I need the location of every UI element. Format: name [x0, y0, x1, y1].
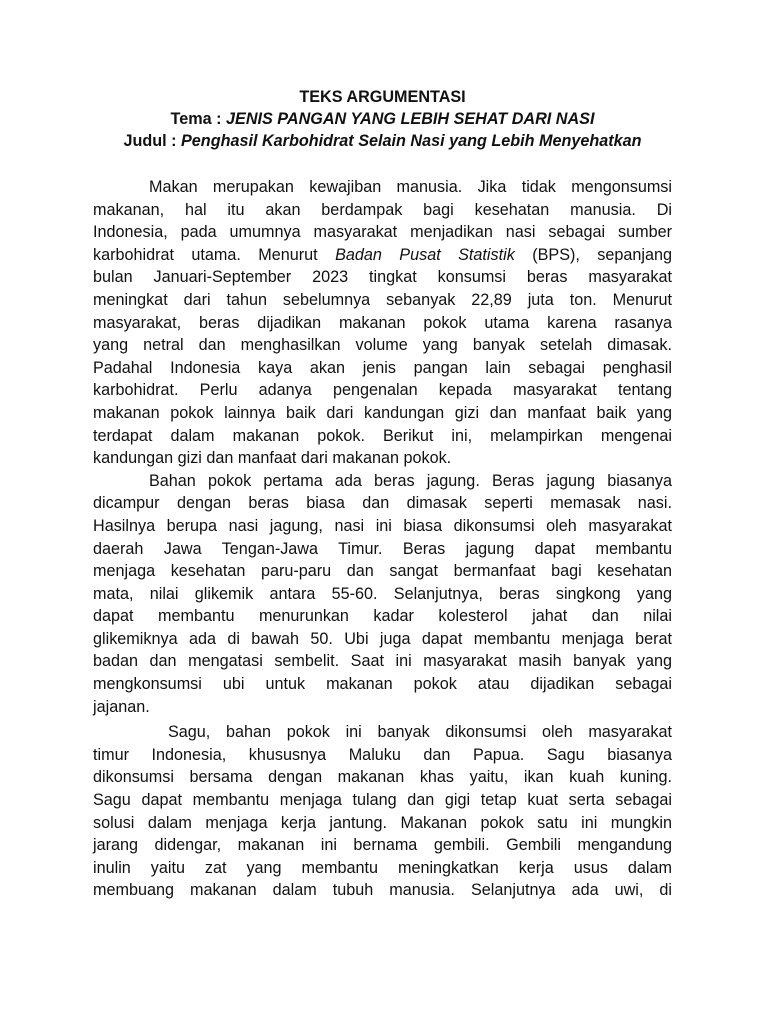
paragraph-line: dikonsumsi bersama dengan makanan khas yaitu, ikan kuah kuning. — [93, 768, 672, 787]
paragraph-line: Sagu dapat membantu menjaga tulang dan gigi tetap kuat serta sebagai — [93, 791, 672, 810]
judul-label: Judul : — [123, 132, 181, 150]
paragraph-line: Hasilnya berupa nasi jagung, nasi ini biasa dikonsumsi oleh masyarakat — [93, 516, 672, 535]
paragraph-line: glikemiknya ada di bawah 50. Ubi juga dapat membantu menjaga berat — [93, 629, 672, 648]
paragraph-line: mata, nilai glikemik antara 55-60. Selanjutnya, beras singkong yang — [93, 584, 672, 603]
document-page — [93, 86, 672, 902]
paragraph-line: karbohidrat. Perlu adanya pengenalan kepada masyarakat tentang — [93, 381, 672, 400]
bps-name: Badan Pusat Statistik — [335, 245, 515, 264]
title-line — [93, 130, 672, 152]
paragraph-line: mengkonsumsi ubi untuk makanan pokok atau dijadikan sebagai — [93, 675, 672, 694]
paragraph-line: masyarakat, beras dijadikan makanan pokok utama karena rasanya — [93, 313, 672, 332]
paragraph-line: inulin yaitu zat yang membantu meningkatkan kerja usus dalam — [93, 858, 672, 877]
paragraph-line: membuang makanan dalam tubuh manusia. Selanjutnya ada uwi, di — [93, 881, 672, 900]
document-title: TEKS ARGUMENTASI — [299, 88, 466, 106]
paragraph-line — [93, 244, 672, 267]
paragraph-line: makanan, hal itu akan berdampak bagi kesehatan manusia. Di — [93, 200, 672, 219]
paragraph-line: yang netral dan menghasilkan volume yang banyak setelah dimasak. — [93, 336, 672, 355]
document-header — [93, 86, 672, 152]
theme-line — [93, 108, 672, 130]
paragraph-2 — [93, 470, 672, 719]
line-segment: (BPS), sepanjang — [514, 245, 672, 264]
paragraph-1 — [93, 176, 672, 470]
paragraph-line: makanan pokok lainnya baik dari kandungan gizi dan manfaat baik yang — [93, 403, 672, 422]
paragraph-line: kandungan gizi dan manfaat dari makanan pokok. — [93, 449, 452, 468]
paragraph-line: menjaga kesehatan paru-paru dan sangat bermanfaat bagi kesehatan — [93, 562, 672, 581]
paragraph-line: jajanan. — [93, 697, 150, 716]
theme-value: JENIS PANGAN YANG LEBIH SEHAT DARI NASI — [226, 110, 595, 128]
paragraph-line: badan dan mengatasi sembelit. Saat ini masyarakat masih banyak yang — [93, 652, 672, 671]
line-segment: karbohidrat utama. Menurut — [93, 245, 336, 264]
paragraph-line: daerah Jawa Tengan-Jawa Timur. Beras jagung dapat membantu — [93, 539, 672, 558]
paragraph-line: terdapat dalam makanan pokok. Berikut ini, melampirkan mengenai — [93, 426, 672, 445]
paragraph-line: meningkat dari tahun sebelumnya sebanyak 22,89 juta ton. Menurut — [93, 290, 672, 309]
paragraph-line: Sagu, bahan pokok ini banyak dikonsumsi oleh masyarakat — [168, 723, 672, 742]
paragraph-line: bulan Januari-September 2023 tingkat konsumsi beras masyarakat — [93, 268, 672, 287]
paragraph-line: Indonesia, pada umumnya masyarakat menjadikan nasi sebagai sumber — [93, 223, 672, 242]
paragraph-line: Makan merupakan kewajiban manusia. Jika tidak mengonsumsi — [149, 178, 672, 196]
paragraph-line: Bahan pokok pertama ada beras jagung. Beras jagung biasanya — [149, 471, 672, 490]
paragraph-line: solusi dalam menjaga kerja jantung. Makanan pokok satu ini mungkin — [93, 813, 672, 832]
judul-value: Penghasil Karbohidrat Selain Nasi yang Lebih Menyehatkan — [181, 132, 642, 150]
paragraph-line: Padahal Indonesia kaya akan jenis pangan lain sebagai penghasil — [93, 358, 672, 377]
paragraph-line: timur Indonesia, khususnya Maluku dan Papua. Sagu biasanya — [93, 745, 672, 764]
paragraph-line: dapat membantu menurunkan kadar kolesterol jahat dan nilai — [93, 607, 672, 626]
paragraph-line: dicampur dengan beras biasa dan dimasak seperti memasak nasi. — [93, 494, 672, 513]
paragraph-3 — [93, 721, 672, 902]
theme-label: Tema : — [170, 110, 227, 128]
header-spacing — [93, 152, 672, 176]
paragraph-line: jarang didengar, makanan ini bernama gembili. Gembili mengandung — [93, 836, 672, 855]
